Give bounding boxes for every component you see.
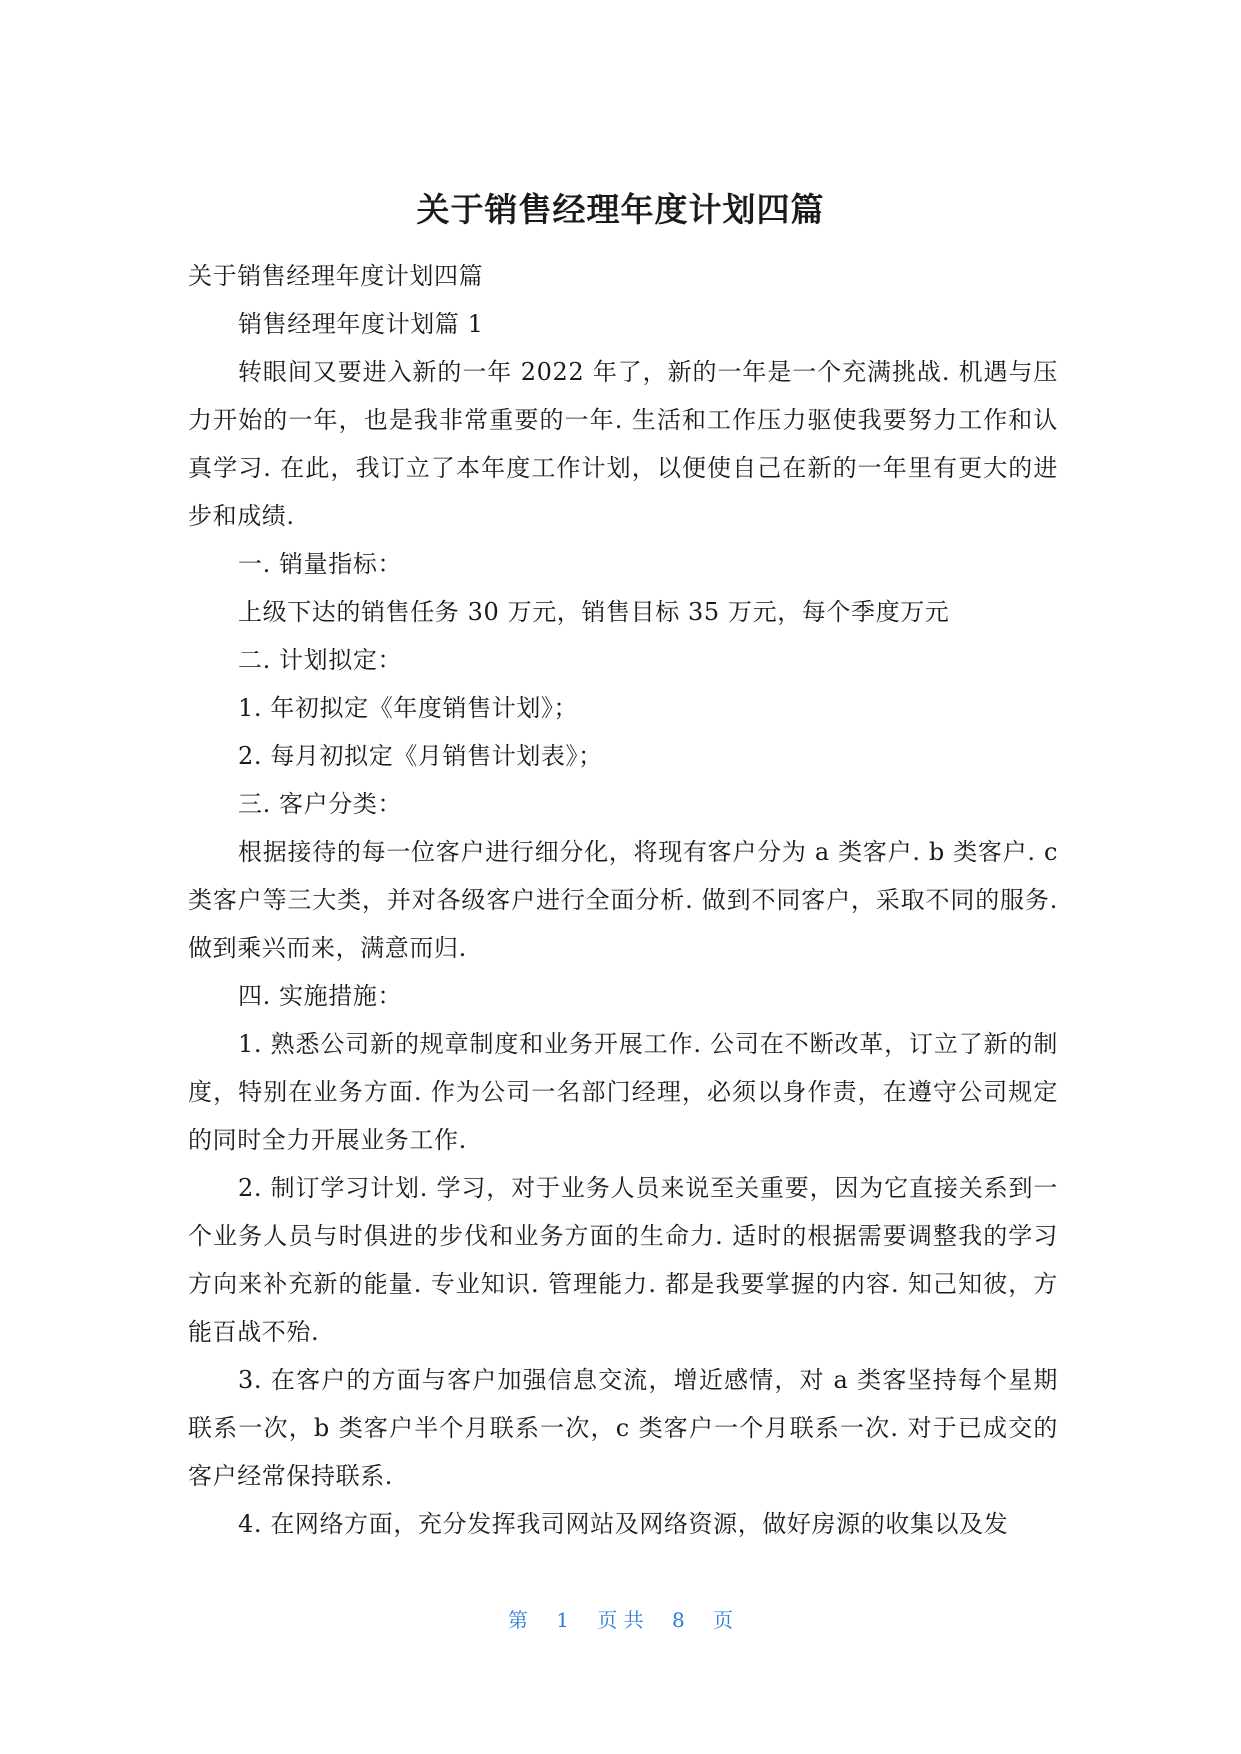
sales-target-paragraph: 上级下达的销售任务 30 万元，销售目标 35 万元，每个季度万元 bbox=[238, 598, 950, 626]
section-heading-plan-1: 销售经理年度计划篇 1 bbox=[238, 310, 484, 338]
document-body bbox=[188, 252, 1058, 1548]
footer-prefix: 第 bbox=[507, 1608, 528, 1632]
current-page-number: 1 bbox=[556, 1608, 569, 1632]
plan-item-2: 2. 每月初拟定《月销售计划表》； bbox=[238, 742, 603, 770]
total-page-count: 8 bbox=[672, 1608, 685, 1632]
document-subtitle: 关于销售经理年度计划四篇 bbox=[188, 262, 484, 290]
heading-sales-target: 一. 销量指标： bbox=[238, 550, 403, 578]
page-footer bbox=[0, 1604, 1241, 1633]
heading-implementation: 四. 实施措施： bbox=[238, 982, 403, 1010]
heading-customer-classification: 三. 客户分类： bbox=[238, 790, 403, 818]
footer-middle: 页 共 bbox=[597, 1608, 644, 1632]
document-title: 关于销售经理年度计划四篇 bbox=[416, 190, 825, 229]
heading-plan-drafting: 二. 计划拟定： bbox=[238, 646, 403, 674]
plan-item-1: 1. 年初拟定《年度销售计划》； bbox=[238, 694, 579, 722]
measure-item-1: 1. 熟悉公司新的规章制度和业务开展工作. 公司在不断改革，订立了新的制度，特别在业务方面. 作为公司一名部门经理，必须以身作责，在遵守公司规定的同时全力开展业务工作. bbox=[188, 1030, 1058, 1154]
footer-suffix: 页 bbox=[713, 1608, 734, 1632]
customer-classification-paragraph: 根据接待的每一位客户进行细分化，将现有客户分为 a 类客户. b 类客户. c 类客户等三大类，并对各级客户进行全面分析. 做到不同客户，采取不同的服务. 做到乘兴而来，满意而归. bbox=[188, 838, 1058, 962]
measure-item-4: 4. 在网络方面，充分发挥我司网站及网络资源，做好房源的收集以及发 bbox=[238, 1510, 1009, 1538]
measure-item-2: 2. 制订学习计划. 学习，对于业务人员来说至关重要，因为它直接关系到一个业务人员与时俱进的步伐和业务方面的生命力. 适时的根据需要调整我的学习方向来补充新的能量. 专业知识. 管理能力. 都是我要掌握的内容. 知己知彼，方能百战不殆. bbox=[188, 1174, 1058, 1346]
measure-item-3: 3. 在客户的方面与客户加强信息交流，增近感情，对 a 类客坚持每个星期联系一次，b 类客户半个月联系一次，c 类客户一个月联系一次. 对于已成交的客户经常保持联系. bbox=[188, 1366, 1058, 1490]
intro-paragraph: 转眼间又要进入新的一年 2022 年了，新的一年是一个充满挑战. 机遇与压力开始的一年，也是我非常重要的一年. 生活和工作压力驱使我要努力工作和认真学习. 在此，我订立了本年度工作计划，以便使自己在新的一年里有更大的进步和成绩. bbox=[188, 358, 1058, 530]
